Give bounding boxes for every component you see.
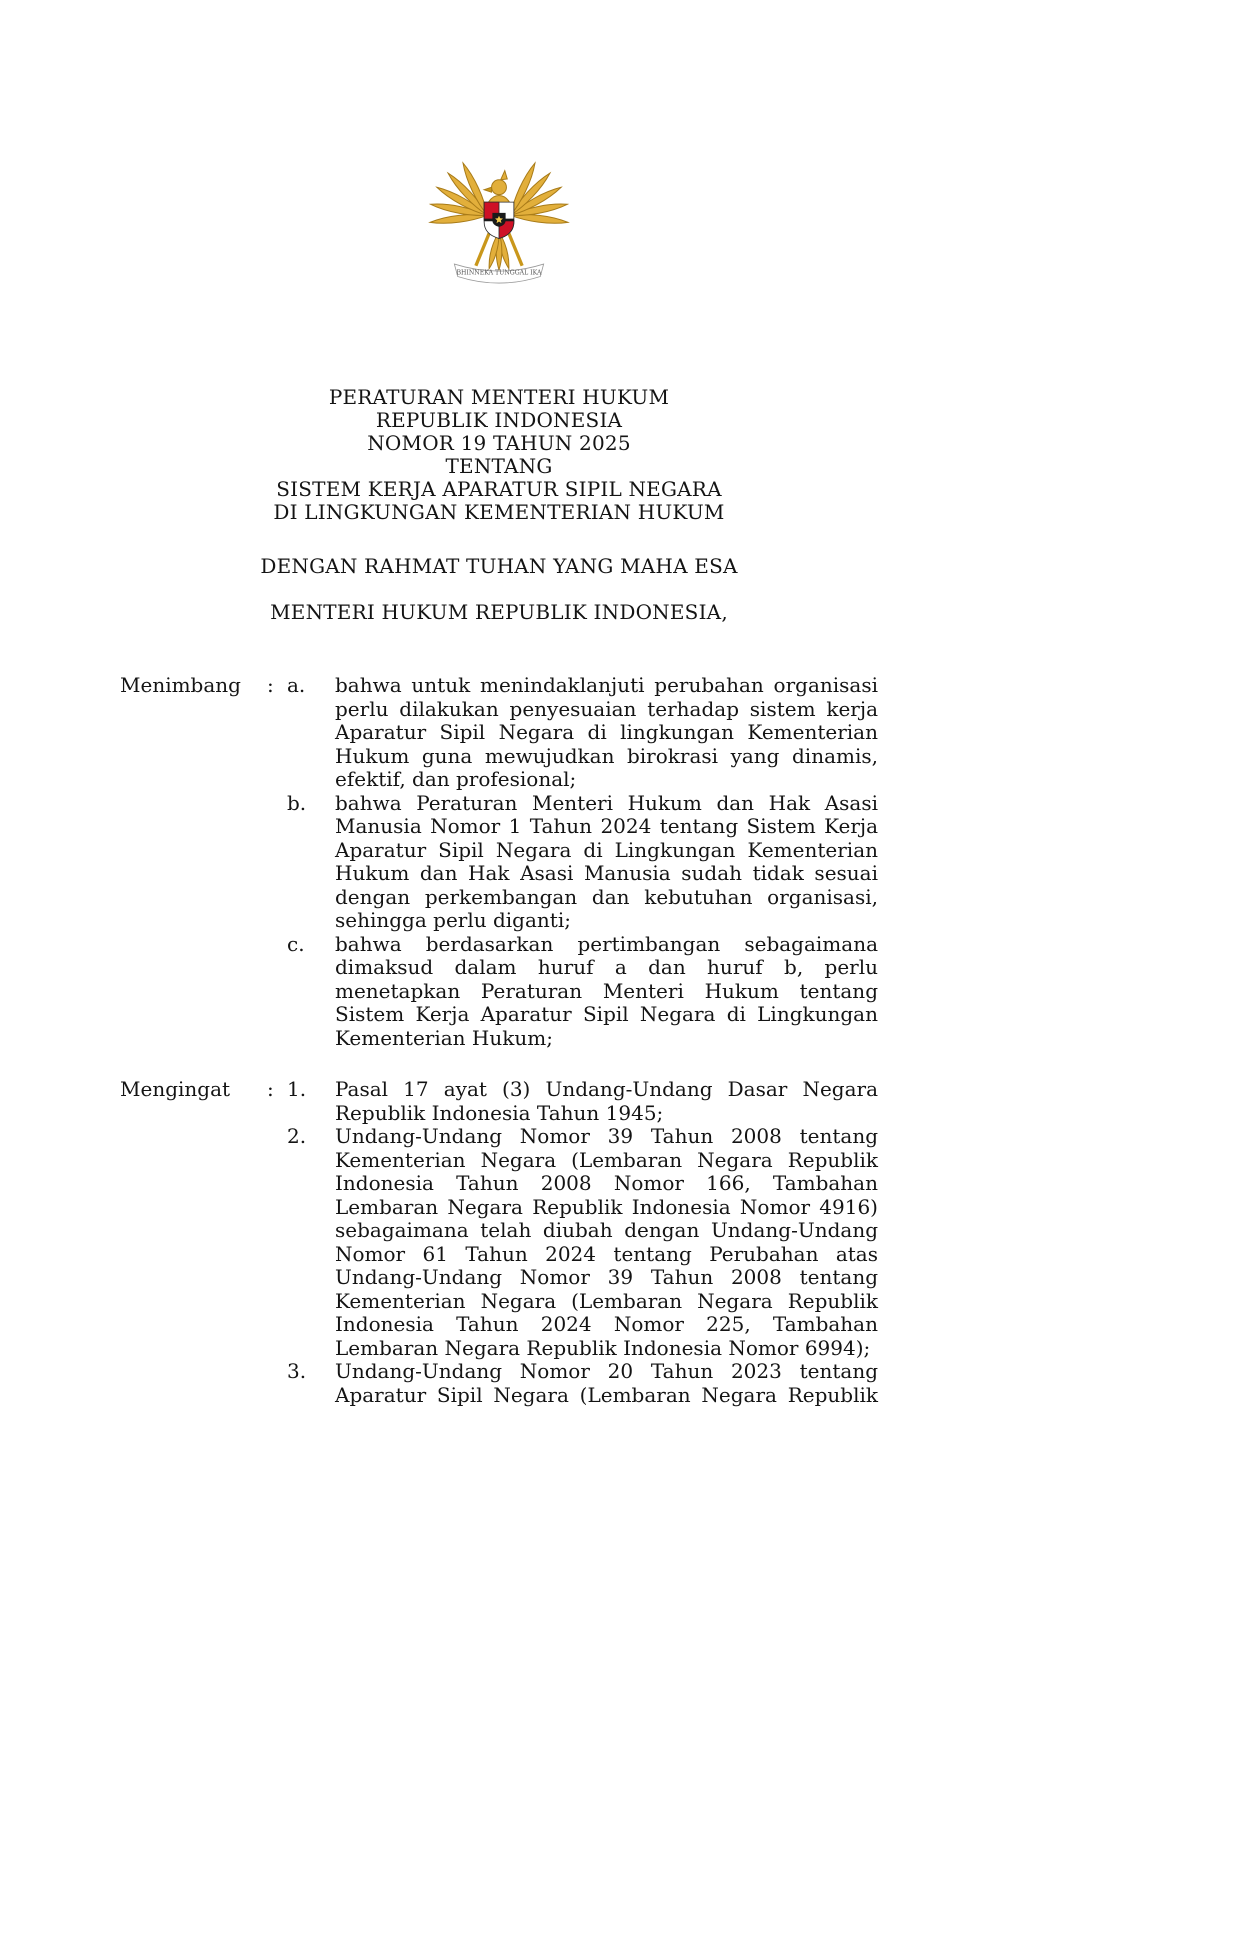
section-mengingat [120,1078,878,1407]
legal-basis-item [287,1078,878,1125]
item-text: bahwa berdasarkan pertimbangan sebagaimana dimaksud dalam huruf a dan huruf b, perlu menetapkan Peraturan Menteri Hukum tentang Sistem Kerja Aparatur Sipil Negara di Lingkungan Kementerian Hukum; [335,931,878,1050]
item-marker: b. [287,790,307,815]
consideration-item [287,674,878,792]
item-text: bahwa Peraturan Menteri Hukum dan Hak Asasi Manusia Nomor 1 Tahun 2024 tentang Sistem Kerja Aparatur Sipil Negara di Lingkungan Kementerian Hukum dan Hak Asasi Manusia sudah tidak sesuai dengan perkembangan dan kebutuhan organisasi, sehingga perlu diganti; [335,790,878,932]
title-line-subject-1: SISTEM KERJA APARATUR SIPIL NEGARA [276,477,722,501]
section-colon: : [267,1077,274,1101]
garuda-pancasila-icon [408,136,590,293]
regulation-title [120,386,878,524]
item-text: Pasal 17 ayat (3) Undang-Undang Dasar Negara Republik Indonesia Tahun 1945; [335,1077,878,1125]
section-label: Mengingat [120,1077,231,1101]
section-menimbang [120,674,878,1050]
emblem-banner-text: BHINNEKA TUNGGAL IKA [456,269,542,277]
garuda-pancasila-emblem [120,136,878,294]
authority-line: MENTERI HUKUM REPUBLIK INDONESIA, [270,600,728,624]
item-marker: 2. [287,1124,307,1148]
title-line-tentang: TENTANG [445,454,553,478]
item-text: Undang-Undang Nomor 39 Tahun 2008 tentang Kementerian Negara (Lembaran Negara Republik Indonesia Tahun 2008 Nomor 166, Tambahan Lembaran Negara Republik Indonesia Nomor 4916) sebagaimana telah diubah dengan Undang-Undang Nomor 61 Tahun 2024 tentang Perubahan atas Undang-Undang Nomor 39 Tahun 2008 tentang Kementerian Negara (Lembaran Negara Republik Indonesia Tahun 2024 Nomor 225, Tambahan Lembaran Negara Republik Indonesia Nomor 6994); [335,1124,878,1360]
consideration-item [287,792,878,933]
invocation-line: DENGAN RAHMAT TUHAN YANG MAHA ESA [260,554,738,578]
title-line-number: NOMOR 19 TAHUN 2025 [367,431,631,455]
item-marker: 1. [287,1077,307,1101]
item-marker: 3. [287,1359,307,1383]
legal-basis-item [287,1360,878,1407]
section-colon: : [267,673,274,697]
title-line-type: PERATURAN MENTERI HUKUM [328,385,670,409]
consideration-item [287,933,878,1051]
section-label: Menimbang [120,673,241,697]
legal-basis-item [287,1125,878,1360]
item-marker: a. [287,673,306,697]
menimbang-items [287,674,878,1050]
item-marker: c. [287,931,305,956]
document-content [120,0,878,1407]
mengingat-items [287,1078,878,1407]
item-text: Undang-Undang Nomor 20 Tahun 2023 tentang Aparatur Sipil Negara (Lembaran Negara Republik [335,1359,878,1407]
item-text: bahwa untuk menindaklanjuti perubahan organisasi perlu dilakukan penyesuaian terhadap sistem kerja Aparatur Sipil Negara di lingkungan Kementerian Hukum guna mewujudkan birokrasi yang dinamis, efektif, dan profesional; [335,673,878,791]
title-line-country: REPUBLIK INDONESIA [375,408,623,432]
title-line-subject-2: DI LINGKUNGAN KEMENTERIAN HUKUM [273,500,725,524]
